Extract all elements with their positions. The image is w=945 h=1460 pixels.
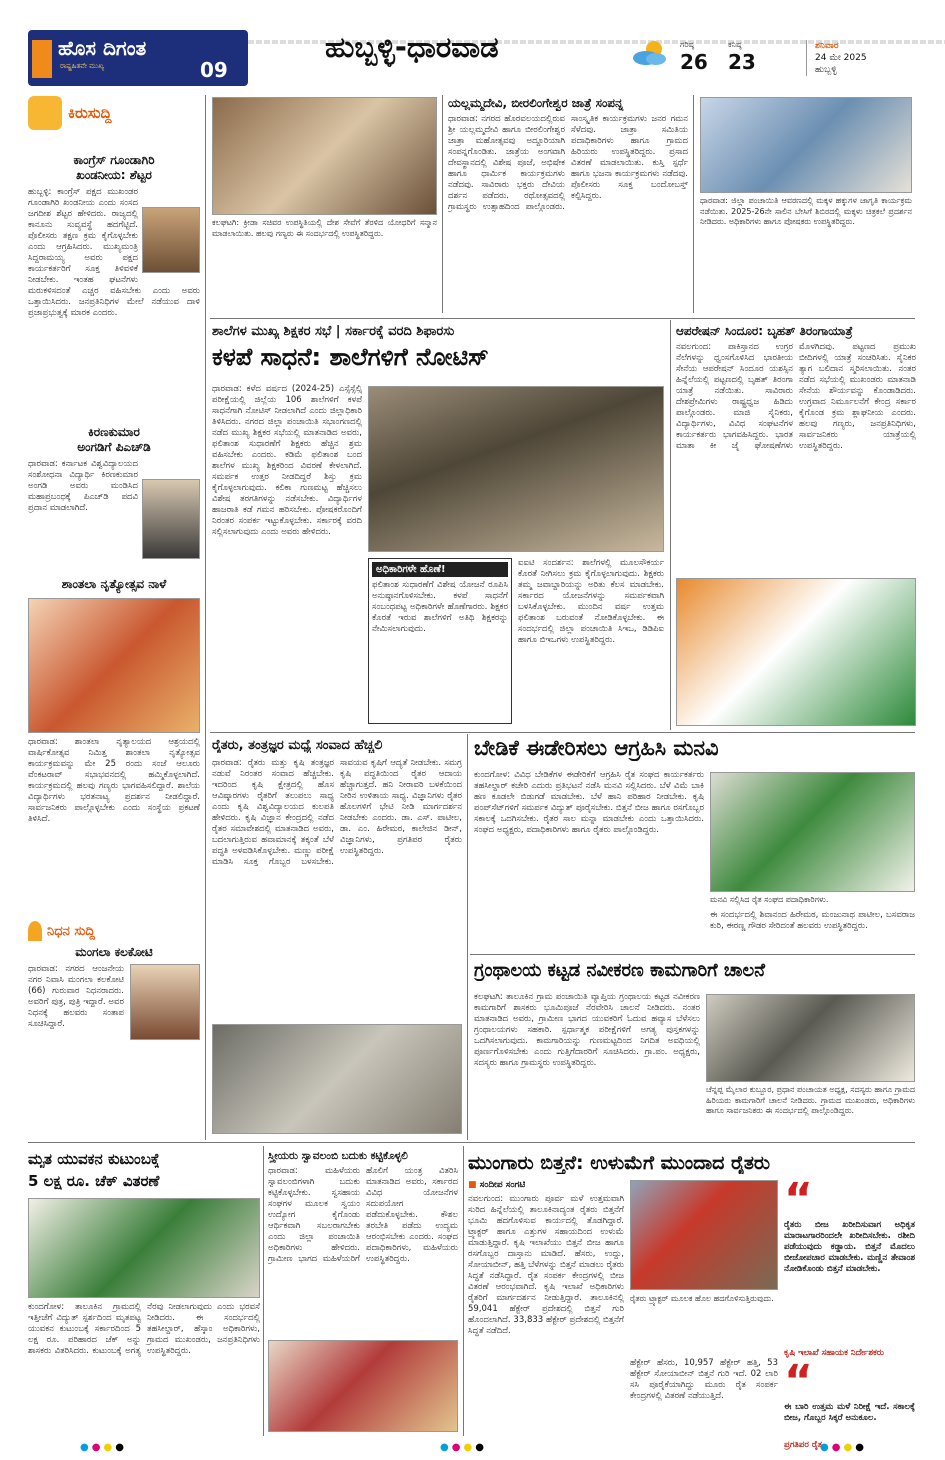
tiranga-body: ನವಲಗುಂದ: ಪಾಕಿಸ್ತಾನದ ಉಗ್ರರ ನೆಲೆಗಳನ್ನು ಧ್ವಂಸಗೊಳಿಸಿದ ಭಾರತೀಯ ಸೇನೆಯ ಆಪರೇಷನ್ ಸಿಂದೂರ ಯಶಸ್ಸಿನ ಹಿನ್ನೆಲೆಯಲ್ಲಿ ಪಟ್ಟಣದಲ್ಲಿ ಬೃಹತ್ ತಿರಂಗಾ ಯಾತ್ರೆ ನಡೆಯಿತು. ಸಾವಿರಾರು ದೇಶಪ್ರೇಮಿಗಳು ರಾಷ್ಟ್ರಧ್ವಜ ಹಿಡಿದು ಪಾಲ್ಗೊಂಡರು. ಮಾಜಿ ಸೈನಿಕರು, ವಿದ್ಯಾರ್ಥಿಗಳು, ವಿವಿಧ ಸಂಘಟನೆಗಳ ಕಾರ್ಯಕರ್ತರು ಭಾಗವಹಿಸಿದ್ದರು. ಭಾರತ ಮಾತಾ ಕೀ ಜೈ ಘೋಷಣೆಗಳು ಮೊಳಗಿದವು. ಪಟ್ಟಣದ ಪ್ರಮುಖ ಬೀದಿಗಳಲ್ಲಿ ಯಾತ್ರೆ ಸಂಚರಿಸಿತು. ಸೈನಿಕರ ತ್ಯಾಗ ಬಲಿದಾನ ಸ್ಮರಿಸಲಾಯಿತು. ನಂತರ ನಡೆದ ಸಭೆಯಲ್ಲಿ ಮುಖಂಡರು ಮಾತನಾಡಿ ಸೇನೆಯ ಶೌರ್ಯವನ್ನು ಕೊಂಡಾಡಿದರು. ಉಗ್ರವಾದ ನಿರ್ಮೂಲನೆಗೆ ಕೇಂದ್ರ ಸರ್ಕಾರ ಕೈಗೊಂಡ ಕ್ರಮ ಶ್ಲಾಘನೀಯ ಎಂದರು. ಹಲವು ಗಣ್ಯರು, ಜನಪ್ರತಿನಿಧಿಗಳು, ಸಾರ್ವಜನಿಕರು ಯಾತ್ರೆಯಲ್ಲಿ ಉಪಸ್ಥಿತರಿದ್ದರು. <box>676 342 916 451</box>
hand-point-icon <box>28 96 62 130</box>
main-body-left: ಧಾರವಾಡ: ಕಳೆದ ವರ್ಷದ (2024-25) ಎಸ್ಸೆಸ್ಸೆಲ್ಸಿ ಪರೀಕ್ಷೆಯಲ್ಲಿ ಜಿಲ್ಲೆಯ 106 ಶಾಲೆಗಳಿಗೆ ಕಳಪೆ ಸಾಧನೆಗಾಗಿ ನೋಟಿಸ್ ನೀಡಲಾಗಿದೆ ಎಂದು ಜಿಲ್ಲಾಧಿಕಾರಿ ತಿಳಿಸಿದರು. ನಗರದ ಜಿಲ್ಲಾ ಪಂಚಾಯಿತಿ ಸಭಾಂಗಣದಲ್ಲಿ ನಡೆದ ಮುಖ್ಯ ಶಿಕ್ಷಕರ ಸಭೆಯಲ್ಲಿ ಮಾತನಾಡಿದ ಅವರು, ಫಲಿತಾಂಶ ಸುಧಾರಣೆಗೆ ಶಿಕ್ಷಕರು ಹೆಚ್ಚಿನ ಶ್ರಮ ವಹಿಸಬೇಕು ಎಂದರು. ಕಡಿಮೆ ಫಲಿತಾಂಶ ಬಂದ ಶಾಲೆಗಳ ಮುಖ್ಯ ಶಿಕ್ಷಕರಿಂದ ವಿವರಣೆ ಕೇಳಲಾಗಿದೆ. ಸಮರ್ಪಕ ಉತ್ತರ ನೀಡದಿದ್ದರೆ ಶಿಸ್ತು ಕ್ರಮ ಕೈಗೊಳ್ಳಲಾಗುವುದು. ಕಲಿಕಾ ಗುಣಮಟ್ಟ ಹೆಚ್ಚಿಸಲು ವಿಶೇಷ ತರಗತಿಗಳನ್ನು ನಡೆಸಬೇಕು. ವಿದ್ಯಾರ್ಥಿಗಳ ಹಾಜರಾತಿ ಕಡೆ ಗಮನ ಹರಿಸಬೇಕು. ಪೋಷಕರೊಂದಿಗೆ ನಿರಂತರ ಸಂಪರ್ಕ ಇಟ್ಟುಕೊಳ್ಳಬೇಕು. ಸರ್ಕಾರಕ್ಕೆ ವರದಿ ಸಲ್ಲಿಸಲಾಗುವುದು ಎಂದು ಅವರು ಹೇಳಿದರು. <box>212 384 362 537</box>
kirusuddi-column <box>28 95 200 1035</box>
row-rule-4 <box>28 1142 915 1143</box>
city: ಹುಬ್ಬಳ್ಳಿ <box>815 65 837 75</box>
quote-mark-1-icon: “ <box>784 1174 813 1225</box>
bedike-extra: ಈ ಸಂದರ್ಭದಲ್ಲಿ ಶಿವಾನಂದ ಹಿರೇಮಠ, ಮಂಜುನಾಥ ಪಾಟೀಲ, ಬಸವರಾಜ ಕುರಿ, ಈರಣ್ಣ ಗೌಡರ ಸೇರಿದಂತೆ ಹಲವರು ಉಪಸ್ಥಿತರಿದ್ದರು. <box>710 910 915 931</box>
edition-title: ಹುಬ್ಬಳ್ಳಿ-ಧಾರವಾಡ <box>325 30 499 64</box>
quotes-column <box>784 1174 915 1450</box>
kirusuddi-label: ಕಿರುಸುದ್ದಿ <box>68 104 112 122</box>
s2-title-2: ಅಂಗಡಿಗೆ ಪಿಎಚ್‌ಡಿ <box>77 440 151 454</box>
farmers-meeting-photo <box>212 1024 462 1134</box>
quote-2-author: ಪ್ರಗತಿಪರ ರೈತ <box>784 1440 823 1450</box>
samvada-headline: ರೈತರು, ತಂತ್ರಜ್ಞರ ಮಧ್ಯೆ ಸಂವಾದ ಹೆಚ್ಚಲಿ <box>212 738 383 753</box>
max-temp-value: 26 <box>680 50 708 74</box>
granthalaya-body: ಕಲಘಟಗಿ: ತಾಲೂಕಿನ ಗ್ರಾಮ ಪಂಚಾಯಿತಿ ವ್ಯಾಪ್ತಿಯ ಗ್ರಂಥಾಲಯ ಕಟ್ಟಡ ನವೀಕರಣ ಕಾಮಗಾರಿಗೆ ಶಾಸಕರು ಭೂಮಿಪೂಜೆ ನೆರವೇರಿಸಿ ಚಾಲನೆ ನೀಡಿದರು. ನಂತರ ಮಾತನಾಡಿದ ಅವರು, ಗ್ರಾಮೀಣ ಭಾಗದ ಯುವಕರಿಗೆ ಓದುವ ಹವ್ಯಾಸ ಬೆಳೆಸಲು ಗ್ರಂಥಾಲಯಗಳು ಸಹಕಾರಿ. ಸ್ಪರ್ಧಾತ್ಮಕ ಪರೀಕ್ಷೆಗಳಿಗೆ ಅಗತ್ಯ ಪುಸ್ತಕಗಳನ್ನು ಒದಗಿಸಲಾಗುವುದು. ಕಾಮಗಾರಿಯನ್ನು ಗುಣಮಟ್ಟದಿಂದ ನಿಗದಿತ ಅವಧಿಯಲ್ಲಿ ಪೂರ್ಣಗೊಳಿಸಬೇಕು ಎಂದು ಗುತ್ತಿಗೆದಾರರಿಗೆ ಸೂಚಿಸಿದರು. ಗ್ರಾ.ಪಂ. ಅಧ್ಯಕ್ಷರು, ಸದಸ್ಯರು ಹಾಗೂ ಗ್ರಾಮಸ್ಥರು ಉಪಸ್ಥಿತರಿದ್ದರು. <box>474 992 700 1068</box>
jatre-body: ಧಾರವಾಡ: ನಗರದ ಹೊರವಲಯದಲ್ಲಿರುವ ಶ್ರೀ ಯಲ್ಲಮ್ಮದೇವಿ ಹಾಗೂ ಬೀರಲಿಂಗೇಶ್ವರ ಜಾತ್ರಾ ಮಹೋತ್ಸವವು ಅದ್ದೂರಿಯಾಗಿ ಸಂಪನ್ನಗೊಂಡಿತು. ಜಾತ್ರೆಯ ಅಂಗವಾಗಿ ದೇವಸ್ಥಾನದಲ್ಲಿ ವಿಶೇಷ ಪೂಜೆ, ಅಭಿಷೇಕ ಹಾಗೂ ಧಾರ್ಮಿಕ ಕಾರ್ಯಕ್ರಮಗಳು ನಡೆದವು. ಸಾವಿರಾರು ಭಕ್ತರು ದೇವಿಯ ದರ್ಶನ ಪಡೆದರು. ರಥೋತ್ಸವದಲ್ಲಿ ಗ್ರಾಮಸ್ಥರು ಉತ್ಸಾಹದಿಂದ ಪಾಲ್ಗೊಂಡರು. ಸಾಂಸ್ಕೃತಿಕ ಕಾರ್ಯಕ್ರಮಗಳು ಜನರ ಗಮನ ಸೆಳೆದವು. ಜಾತ್ರಾ ಸಮಿತಿಯ ಪದಾಧಿಕಾರಿಗಳು ಹಾಗೂ ಗ್ರಾಮದ ಹಿರಿಯರು ಉಪಸ್ಥಿತರಿದ್ದರು. ಪ್ರಸಾದ ವಿತರಣೆ ಮಾಡಲಾಯಿತು. ಕುಸ್ತಿ ಸ್ಪರ್ಧೆ ಹಾಗೂ ಭಜನಾ ಕಾರ್ಯಕ್ರಮಗಳು ನಡೆದವು. ಪೊಲೀಸರು ಸೂಕ್ತ ಬಂದೋಬಸ್ತ್ ಕಲ್ಪಿಸಿದ್ದರು. <box>448 114 688 212</box>
s4-title: ಮಂಗಲಾ ಕಲಕೋಟಿ <box>75 945 153 959</box>
registration-marks-left: ●●●● <box>80 1442 127 1453</box>
quote-1: ರೈತರು ಬೀಜ ಖರೀದಿಸುವಾಗ ಅಧಿಕೃತ ಮಾರಾಟಗಾರರಿಂದಲೇ ಖರೀದಿಸಬೇಕು. ರಶೀದಿ ಪಡೆಯುವುದು ಕಡ್ಡಾಯ. ಬಿತ್ತನೆ ಮೊದಲು ಬೀಜೋಪಚಾರ ಮಾಡಬೇಕು. ಮಣ್ಣಿನ ತೇವಾಂಶ ನೋಡಿಕೊಂಡು ಬಿತ್ತನೆ ಮಾಡಬೇಕು. <box>784 1220 915 1274</box>
min-temp-value: 23 <box>728 50 756 74</box>
nidhana-label: ನಿಧನ ಸುದ್ದಿ <box>47 923 95 939</box>
partly-cloudy-icon <box>630 38 670 68</box>
mungaru-byline-text: ಸಂದೀಪ ಸಂಗಟಿ <box>479 1180 526 1190</box>
row-rule-1 <box>210 318 915 319</box>
column-rule-b1 <box>263 1146 264 1436</box>
date: 24 ಮೇ 2025 <box>815 53 867 63</box>
cheque-body: ಕುಂದಗೋಳ: ತಾಲೂಕಿನ ಗ್ರಾಮದಲ್ಲಿ ಇತ್ತೀಚೆಗೆ ವಿದ್ಯುತ್ ಸ್ಪರ್ಶದಿಂದ ಮೃತಪಟ್ಟ ಯುವಕನ ಕುಟುಂಬಕ್ಕೆ ಸರ್ಕಾರದಿಂದ 5 ಲಕ್ಷ ರೂ. ಪರಿಹಾರದ ಚೆಕ್ ಅನ್ನು ಶಾಸಕರು ವಿತರಿಸಿದರು. ಕುಟುಂಬಕ್ಕೆ ಅಗತ್ಯ ನೆರವು ನೀಡಲಾಗುವುದು ಎಂದು ಭರವಸೆ ನೀಡಿದರು. ಈ ಸಂದರ್ಭದಲ್ಲಿ ತಹಸೀಲ್ದಾರ್, ಹೆಸ್ಕಾಂ ಅಧಿಕಾರಿಗಳು, ಗ್ರಾಮದ ಮುಖಂಡರು, ಜನಪ್ರತಿನಿಧಿಗಳು ಉಪಸ್ಥಿತರಿದ್ದರು. <box>28 1302 260 1356</box>
bedike-caption: ಮನವಿ ಸಲ್ಲಿಸಿದ ರೈತ ಸಂಘದ ಪದಾಧಿಕಾರಿಗಳು. <box>710 895 829 904</box>
women-headline: ಸ್ತ್ರೀಯರು ಸ್ವಾವಲಂಬಿ ಬದುಕು ಕಟ್ಟಿಕೊಳ್ಳಲಿ <box>268 1150 408 1162</box>
byline-marker-icon: ■ <box>468 1180 480 1190</box>
day: ಶನಿವಾರ <box>815 41 839 51</box>
main-kicker: ಶಾಲೆಗಳ ಮುಖ್ಯ ಶಿಕ್ಷಕರ ಸಭೆ | ಸರ್ಕಾರಕ್ಕೆ ವರದಿ ಶಿಫಾರಸು <box>212 324 455 339</box>
children-event-photo <box>700 97 912 193</box>
row-rule-2 <box>210 732 915 733</box>
meeting-photo <box>368 386 664 552</box>
column-rule-left <box>205 95 206 1140</box>
s1-title-1: ಕಾಂಗ್ರೆಸ್ ಗೂಂಡಾಗಿರಿ <box>73 153 155 167</box>
logo-flame-icon <box>32 40 52 78</box>
quote-1-author: ಕೃಷಿ ಇಲಾಖೆ ಸಹಾಯಕ ನಿರ್ದೇಶಕರು <box>784 1348 885 1358</box>
inset-box <box>368 558 512 724</box>
min-temp-label: ಕನಿಷ್ಠ <box>728 40 742 49</box>
dancer-photo <box>28 598 200 733</box>
children-event-caption: ಧಾರವಾಡ: ಜಿಲ್ಲಾ ಪಂಚಾಯಿತಿ ಆವರಣದಲ್ಲಿ ಮಕ್ಕಳ ಹಕ್ಕುಗಳ ಜಾಗೃತಿ ಕಾರ್ಯಕ್ರಮ ನಡೆಯಿತು. 2025-26ನೇ ಸಾಲಿನ ಬೇಸಿಗೆ ಶಿಬಿರದಲ್ಲಿ ಮಕ್ಕಳು ಚಿತ್ರಕಲೆ ಪ್ರದರ್ಶನ ನೀಡಿದರು. ಅಧಿಕಾರಿಗಳು ಹಾಗೂ ಪೋಷಕರು ಉಪಸ್ಥಿತರಿದ್ದರು. <box>700 196 912 226</box>
masthead-divider <box>806 40 807 76</box>
obituary-photo <box>130 964 200 1040</box>
main-body-right: ಐಐಟಿ ಸಂದರ್ಶನ: ಶಾಲೆಗಳಲ್ಲಿ ಮೂಲಸೌಕರ್ಯ ಕೊರತೆ ನೀಗಿಸಲು ಕ್ರಮ ಕೈಗೊಳ್ಳಲಾಗುವುದು. ಶಿಕ್ಷಕರು ತಮ್ಮ ಜವಾಬ್ದಾರಿಯನ್ನು ಅರಿತು ಕೆಲಸ ಮಾಡಬೇಕು. ಸರ್ಕಾರದ ಯೋಜನೆಗಳನ್ನು ಸಮರ್ಪಕವಾಗಿ ಬಳಸಿಕೊಳ್ಳಬೇಕು. ಮುಂದಿನ ವರ್ಷ ಉತ್ತಮ ಫಲಿತಾಂಶ ಬರುವಂತೆ ನೋಡಿಕೊಳ್ಳಬೇಕು. ಈ ಸಂದರ್ಭದಲ್ಲಿ ಜಿಲ್ಲಾ ಪಂಚಾಯಿತಿ ಸಿಇಒ, ಡಿಡಿಪಿಐ ಹಾಗೂ ಬಿಇಒಗಳು ಉಪಸ್ಥಿತರಿದ್ದರು. <box>518 558 664 645</box>
nidhana-header <box>28 921 200 941</box>
column-rule-b2 <box>463 1146 464 1436</box>
granthalaya-caption: ಚೆನ್ನಪ್ಪ ಮೈಲಾರ ಕುಬ್ಬೂರ, ಪ್ರಧಾನ ಪಂಚಾಯತ ಅಧ್ಯಕ್ಷ, ಸದಸ್ಯರು ಹಾಗೂ ಗ್ರಾಮದ ಹಿರಿಯರು ಕಾಮಗಾರಿಗೆ ಚಾಲನೆ ನೀಡಿದರು. ಗ್ರಾಮದ ಮುಖಂಡರು, ಅಧಿಕಾರಿಗಳು ಹಾಗೂ ಸಾರ್ವಜನಿಕರು ಈ ಸಂದರ್ಭದಲ್ಲಿ ಪಾಲ್ಗೊಂಡಿದ್ದರು. <box>706 1085 915 1115</box>
logo-title: ಹೊಸ ದಿಗಂತ <box>58 36 147 60</box>
jatre-headline: ಯಲ್ಲಮ್ಮದೇವಿ, ಬೀರಲಿಂಗೇಶ್ವರ ಜಾತ್ರೆ ಸಂಪನ್ನ <box>448 96 624 110</box>
tiranga-headline: ಆಪರೇಷನ್ ಸಿಂದೂರ: ಬೃಹತ್ ತಿರಂಗಾಯಾತ್ರೆ <box>676 324 853 338</box>
s2-body: ಧಾರವಾಡ: ಕರ್ನಾಟಕ ವಿಶ್ವವಿದ್ಯಾಲಯದ ಸಂಶೋಧನಾ ವಿದ್ಯಾರ್ಥಿ ಕಿರಣಕುಮಾರ ಅಂಗಡಿ ಅವರು ಮಂಡಿಸಿದ ಮಹಾಪ್ರಬಂಧಕ್ಕೆ ಪಿಎಚ್‌ಡಿ ಪದವಿ ಪ್ರದಾನ ಮಾಡಲಾಗಿದೆ. <box>28 459 138 513</box>
inset-title: ಅಧಿಕಾರಿಗಳೇ ಹೊಣೆ! <box>372 562 508 577</box>
cheque-headline-1: ಮೃತ ಯುವಕನ ಕುಟುಂಬಕ್ಕೆ <box>28 1150 160 1168</box>
mungaru-body: ನವಲಗುಂದ: ಮುಂಗಾರು ಪೂರ್ವ ಮಳೆ ಉತ್ತಮವಾಗಿ ಸುರಿದ ಹಿನ್ನೆಲೆಯಲ್ಲಿ ತಾಲೂಕಿನಾದ್ಯಂತ ರೈತರು ಬಿತ್ತನೆಗೆ ಭೂಮಿ ಹದಗೊಳಿಸುವ ಕಾರ್ಯದಲ್ಲಿ ತೊಡಗಿದ್ದಾರೆ. ಟ್ರ್ಯಾಕ್ಟರ್ ಹಾಗೂ ಎತ್ತುಗಳ ಸಹಾಯದಿಂದ ಉಳುಮೆ ಮಾಡುತ್ತಿದ್ದಾರೆ. ಕೃಷಿ ಇಲಾಖೆಯು ಬಿತ್ತನೆ ಬೀಜ ಹಾಗೂ ರಸಗೊಬ್ಬರ ದಾಸ್ತಾನು ಮಾಡಿದೆ. ಹೆಸರು, ಉದ್ದು, ಸೋಯಾಬೀನ್, ಹತ್ತಿ ಬೆಳೆಗಳನ್ನು ಬಿತ್ತನೆ ಮಾಡಲು ರೈತರು ಸಿದ್ಧತೆ ನಡೆಸಿದ್ದಾರೆ. ರೈತ ಸಂಪರ್ಕ ಕೇಂದ್ರಗಳಲ್ಲಿ ಬೀಜ ವಿತರಣೆ ಆರಂಭವಾಗಿದೆ. ಕೃಷಿ ಇಲಾಖೆ ಅಧಿಕಾರಿಗಳು ರೈತರಿಗೆ ಮಾರ್ಗದರ್ಶನ ನೀಡುತ್ತಿದ್ದಾರೆ. ತಾಲೂಕಿನಲ್ಲಿ 59,041 ಹೆಕ್ಟೇರ್ ಪ್ರದೇಶದಲ್ಲಿ ಬಿತ್ತನೆ ಗುರಿ ಹೊಂದಲಾಗಿದೆ. 33,833 ಹೆಕ್ಟೇರ್ ಪ್ರದೇಶದಲ್ಲಿ ಬಿತ್ತನೆಗೆ ಸಿದ್ಧತೆ ನಡೆದಿದೆ. <box>468 1194 624 1336</box>
column-rule-mid <box>670 320 671 730</box>
logo-tagline: ರಾಷ್ಟ್ರಹಿತವೇ ಮುಖ್ಯ <box>60 62 105 70</box>
column-rule-top-2 <box>693 95 694 313</box>
bedike-body: ಕುಂದಗೋಳ: ವಿವಿಧ ಬೇಡಿಕೆಗಳ ಈಡೇರಿಕೆಗೆ ಆಗ್ರಹಿಸಿ ರೈತ ಸಂಘದ ಕಾರ್ಯಕರ್ತರು ತಹಸೀಲ್ದಾರ್ ಕಚೇರಿ ಎದುರು ಪ್ರತಿಭಟನೆ ನಡೆಸಿ ಮನವಿ ಸಲ್ಲಿಸಿದರು. ಬೆಳೆ ವಿಮೆ ಬಾಕಿ ಹಣ ಕೂಡಲೇ ಬಿಡುಗಡೆ ಮಾಡಬೇಕು. ಬೆಳೆ ಹಾನಿ ಪರಿಹಾರ ನೀಡಬೇಕು. ಕೃಷಿ ಪಂಪ್‌ಸೆಟ್‌ಗಳಿಗೆ ಸಮರ್ಪಕ ವಿದ್ಯುತ್ ಪೂರೈಸಬೇಕು. ಬಿತ್ತನೆ ಬೀಜ ಹಾಗೂ ರಸಗೊಬ್ಬರ ಸಕಾಲಕ್ಕೆ ಒದಗಿಸಬೇಕು. ರೈತರ ಸಾಲ ಮನ್ನಾ ಮಾಡಬೇಕು ಎಂದು ಒತ್ತಾಯಿಸಿದರು. ಸಂಘದ ಅಧ್ಯಕ್ಷರು, ಪದಾಧಿಕಾರಿಗಳು ಹಾಗೂ ರೈತರು ಪಾಲ್ಗೊಂಡಿದ್ದರು. <box>474 770 704 835</box>
kiran-photo <box>142 479 200 559</box>
lamp-icon <box>28 921 42 941</box>
bhoomipooja-photo <box>706 994 915 1082</box>
memorandum-photo <box>710 772 915 892</box>
min-temp <box>728 40 756 74</box>
column-rule-top-1 <box>442 95 443 313</box>
column-rule-lower <box>467 734 468 1140</box>
s3-body: ಧಾರವಾಡ: ಶಾಂತಲಾ ನೃತ್ಯಾಲಯದ ಆಶ್ರಯದಲ್ಲಿ ವಾರ್ಷಿಕೋತ್ಸವ ನಿಮಿತ್ತ ಶಾಂತಲಾ ನೃತ್ಯೋತ್ಸವ ಕಾರ್ಯಕ್ರಮವನ್ನು ಮೇ 25 ರಂದು ಸಂಜೆ ಆಲೂರು ವೆಂಕಟರಾವ್ ಸಭಾಭವನದಲ್ಲಿ ಹಮ್ಮಿಕೊಳ್ಳಲಾಗಿದೆ. ಕಾರ್ಯಕ್ರಮದಲ್ಲಿ ಹಲವು ಗಣ್ಯರು ಭಾಗವಹಿಸಲಿದ್ದಾರೆ. ಶಾಲೆಯ ವಿದ್ಯಾರ್ಥಿಗಳು ಭರತನಾಟ್ಯ ಪ್ರದರ್ಶನ ನೀಡಲಿದ್ದಾರೆ. ಸಾರ್ವಜನಿಕರು ಪಾಲ್ಗೊಳ್ಳಬೇಕು ಎಂದು ಸಂಸ್ಥೆಯ ಪ್ರಕಟಣೆ ತಿಳಿಸಿದೆ. <box>28 737 200 824</box>
row-rule-3 <box>470 954 915 955</box>
tractor-photo <box>630 1180 778 1290</box>
main-headline: ಕಳಪೆ ಸಾಧನೆ: ಶಾಲೆಗಳಿಗೆ ನೋಟಿಸ್ <box>212 343 489 371</box>
s3-title: ಶಾಂತಲಾ ನೃತ್ಯೋತ್ಸವ ನಾಳೆ <box>61 577 167 591</box>
registration-marks-center: ●●●● <box>440 1442 487 1453</box>
s1-body <box>28 187 200 419</box>
cheque-headline-2: 5 ಲಕ್ಷ ರೂ. ಚೆಕ್ ವಿತರಣೆ <box>28 1172 160 1190</box>
cheque-photo <box>28 1198 260 1298</box>
tractor-caption: ರೈತರು ಟ್ರ್ಯಾಕ್ಟರ್ ಮೂಲಕ ಹೊಲ ಹದಗೊಳಿಸುತ್ತಿರುವುದು. <box>630 1294 774 1303</box>
kirusuddi-header <box>28 95 200 131</box>
quote-2: ಈ ಬಾರಿ ಉತ್ತಮ ಮಳೆ ನಿರೀಕ್ಷೆ ಇದೆ. ಸಕಾಲಕ್ಕೆ ಬೀಜ, ಗೊಬ್ಬರ ಸಿಕ್ಕರೆ ಅನುಕೂಲ. <box>784 1402 915 1423</box>
page-number: 09 <box>200 58 228 82</box>
bedike-headline: ಬೇಡಿಕೆ ಈಡೇರಿಸಲು ಆಗ್ರಹಿಸಿ ಮನವಿ <box>474 736 719 760</box>
women-event-photo <box>268 1340 458 1432</box>
inset-body: ಫಲಿತಾಂಶ ಸುಧಾರಣೆಗೆ ವಿಶೇಷ ಯೋಜನೆ ರೂಪಿಸಿ ಅನುಷ್ಠಾನಗೊಳಿಸಬೇಕು. ಕಳಪೆ ಸಾಧನೆಗೆ ಸಂಬಂಧಪಟ್ಟ ಅಧಿಕಾರಿಗಳೇ ಹೊಣೆಗಾರರು. ಶಿಕ್ಷಕರ ಕೊರತೆ ಇರುವ ಶಾಲೆಗಳಿಗೆ ಅತಿಥಿ ಶಿಕ್ಷಕರನ್ನು ನೇಮಿಸಲಾಗುವುದು. <box>372 580 508 634</box>
s1-title-2: ಖಂಡನೀಯ: ಶೆಟ್ಟರ <box>76 168 152 182</box>
mungaru-body-2: ಹೆಕ್ಟೇರ್ ಹೆಸರು, 10,957 ಹೆಕ್ಟೇರ್ ಹತ್ತಿ, 53 ಹೆಕ್ಟೇರ್ ಸೋಯಾಬೀನ್ ಬಿತ್ತನೆ ಗುರಿ ಇದೆ. 02 ಲಾರಿ ಸಸಿ ಪೂರೈಕೆಯಾಗಿದ್ದು ಮೂರು ರೈತ ಸಂಪರ್ಕ ಕೇಂದ್ರಗಳಲ್ಲಿ ವಿತರಣೆ ನಡೆಯುತ್ತಿದೆ. <box>630 1358 778 1401</box>
mungaru-byline <box>468 1180 525 1190</box>
registration-marks-right: ●●●● <box>820 1442 867 1453</box>
women-body: ಧಾರವಾಡ: ಮಹಿಳೆಯರು ಸ್ವಾವಲಂಬಿಗಳಾಗಿ ಬದುಕು ಕಟ್ಟಿಕೊಳ್ಳಬೇಕು. ಸ್ವಸಹಾಯ ಸಂಘಗಳ ಮೂಲಕ ಸ್ವಯಂ ಉದ್ಯೋಗ ಕೈಗೊಂಡು ಆರ್ಥಿಕವಾಗಿ ಸಬಲರಾಗಬೇಕು ಎಂದು ಜಿಲ್ಲಾ ಪಂಚಾಯಿತಿ ಅಧಿಕಾರಿಗಳು ಹೇಳಿದರು. ಗ್ರಾಮೀಣ ಭಾಗದ ಮಹಿಳೆಯರಿಗೆ ಹೊಲಿಗೆ ಯಂತ್ರ ವಿತರಿಸಿ ಮಾತನಾಡಿದ ಅವರು, ಸರ್ಕಾರದ ವಿವಿಧ ಯೋಜನೆಗಳ ಸದುಪಯೋಗ ಪಡೆದುಕೊಳ್ಳಬೇಕು. ಕೌಶಲ ತರಬೇತಿ ಪಡೆದು ಉದ್ಯಮ ಆರಂಭಿಸಬೇಕು ಎಂದರು. ಸಂಘದ ಪದಾಧಿಕಾರಿಗಳು, ಮಹಿಳೆಯರು ಉಪಸ್ಥಿತರಿದ್ದರು. <box>268 1166 458 1264</box>
s2-title-1: ಕಿರಣಕುಮಾರ <box>88 425 140 439</box>
samvada-body: ಧಾರವಾಡ: ರೈತರು ಮತ್ತು ಕೃಷಿ ತಂತ್ರಜ್ಞರ ನಡುವೆ ನಿರಂತರ ಸಂವಾದ ಹೆಚ್ಚಬೇಕು. ಇದರಿಂದ ಕೃಷಿ ಕ್ಷೇತ್ರದಲ್ಲಿ ಹೊಸ ಆವಿಷ್ಕಾರಗಳು ರೈತರಿಗೆ ತಲುಪಲು ಸಾಧ್ಯ ಎಂದು ಕೃಷಿ ವಿಶ್ವವಿದ್ಯಾಲಯದ ಕುಲಪತಿ ಹೇಳಿದರು. ಕೃಷಿ ವಿಜ್ಞಾನ ಕೇಂದ್ರದಲ್ಲಿ ನಡೆದ ರೈತರ ಸಮಾವೇಶದಲ್ಲಿ ಮಾತನಾಡಿದ ಅವರು, ಬದಲಾಗುತ್ತಿರುವ ಹವಾಮಾನಕ್ಕೆ ತಕ್ಕಂತೆ ಬೆಳೆ ಪದ್ಧತಿ ಅಳವಡಿಸಿಕೊಳ್ಳಬೇಕು. ಮಣ್ಣು ಪರೀಕ್ಷೆ ಮಾಡಿಸಿ ಸೂಕ್ತ ಗೊಬ್ಬರ ಬಳಸಬೇಕು. ಸಾವಯವ ಕೃಷಿಗೆ ಆದ್ಯತೆ ನೀಡಬೇಕು. ಸಮಗ್ರ ಕೃಷಿ ಪದ್ಧತಿಯಿಂದ ರೈತರ ಆದಾಯ ಹೆಚ್ಚಾಗುತ್ತದೆ. ಹನಿ ನೀರಾವರಿ ಬಳಕೆಯಿಂದ ನೀರಿನ ಉಳಿತಾಯ ಸಾಧ್ಯ. ವಿಜ್ಞಾನಿಗಳು ರೈತರ ಹೊಲಗಳಿಗೆ ಭೇಟಿ ನೀಡಿ ಮಾರ್ಗದರ್ಶನ ನೀಡಬೇಕು ಎಂದರು. ಡಾ. ಎಸ್. ಪಾಟೀಲ, ಡಾ. ಎಂ. ಹಿರೇಮಠ, ಕಾಲೇಜಿನ ಡೀನ್, ವಿಜ್ಞಾನಿಗಳು, ಪ್ರಗತಿಪರ ರೈತರು ಉಪಸ್ಥಿತರಿದ್ದರು. <box>212 758 462 867</box>
felicitation-caption: ಕಲಘಟಗಿ: ಕ್ರೀಡಾ ಸಚಿವರ ಉಪಸ್ಥಿತಿಯಲ್ಲಿ ದೇಶ ಸೇವೆಗೆ ತೆರಳಿದ ಯೋಧರಿಗೆ ಸನ್ಮಾನ ಮಾಡಲಾಯಿತು. ಹಲವು ಗಣ್ಯರು ಈ ಸಂದರ್ಭದಲ್ಲಿ ಉಪಸ್ಥಿತರಿದ್ದರು. <box>212 218 437 238</box>
s4-body: ಧಾರವಾಡ: ನಗರದ ಆಂಜನೇಯ ನಗರ ನಿವಾಸಿ ಮಂಗಲಾ ಕಲಕೋಟಿ (66) ಗುರುವಾರ ನಿಧನರಾದರು. ಅವರಿಗೆ ಪುತ್ರ, ಪುತ್ರಿ ಇದ್ದಾರೆ. ಅವರ ನಿಧನಕ್ಕೆ ಹಲವರು ಸಂತಾಪ ಸೂಚಿಸಿದ್ದಾರೆ. <box>28 964 124 1029</box>
dateline <box>815 40 925 76</box>
felicitation-photo <box>212 97 437 215</box>
mungaru-headline: ಮುಂಗಾರು ಬಿತ್ತನೆ: ಉಳುಮೆಗೆ ಮುಂದಾದ ರೈತರು <box>468 1152 770 1174</box>
quote-mark-2-icon: “ <box>784 1356 813 1407</box>
tiranga-rally-photo <box>676 578 916 726</box>
max-temp-label: ಗರಿಷ್ಠ <box>680 40 694 49</box>
s1-body-text: ಹುಬ್ಬಳ್ಳಿ: ಕಾಂಗ್ರೆಸ್ ಪಕ್ಷದ ಮುಖಂಡರ ಗೂಂಡಾಗಿರಿ ಖಂಡನೀಯ ಎಂದು ಸಂಸದ ಜಗದೀಶ ಶೆಟ್ಟರ ಹೇಳಿದರು. ರಾಜ್ಯದಲ್ಲಿ ಕಾನೂನು ಸುವ್ಯವಸ್ಥೆ ಹದಗೆಟ್ಟಿದೆ. ಪೊಲೀಸರು ತಕ್ಷಣ ಕ್ರಮ ಕೈಗೊಳ್ಳಬೇಕು ಎಂದು ಆಗ್ರಹಿಸಿದರು. ಮುಖ್ಯಮಂತ್ರಿ ಸಿದ್ದರಾಮಯ್ಯ ಅವರು ಪಕ್ಷದ ಕಾರ್ಯಕರ್ತರಿಗೆ ಸೂಕ್ತ ತಿಳಿವಳಿಕೆ ನೀಡಬೇಕು. ಇಂತಹ ಘಟನೆಗಳು ಮರುಕಳಿಸದಂತೆ ಎಚ್ಚರ ವಹಿಸಬೇಕು ಎಂದು ಅವರು ಒತ್ತಾಯಿಸಿದರು. ಜನಪ್ರತಿನಿಧಿಗಳ ಮೇಲೆ ನಡೆಯುವ ದಾಳಿ ಪ್ರಜಾಪ್ರಭುತ್ವಕ್ಕೆ ಮಾರಕ ಎಂದರು. <box>28 187 200 318</box>
max-temp <box>680 40 708 74</box>
granthalaya-headline: ಗ್ರಂಥಾಲಯ ಕಟ್ಟಡ ನವೀಕರಣ ಕಾಮಗಾರಿಗೆ ಚಾಲನೆ <box>474 960 765 981</box>
